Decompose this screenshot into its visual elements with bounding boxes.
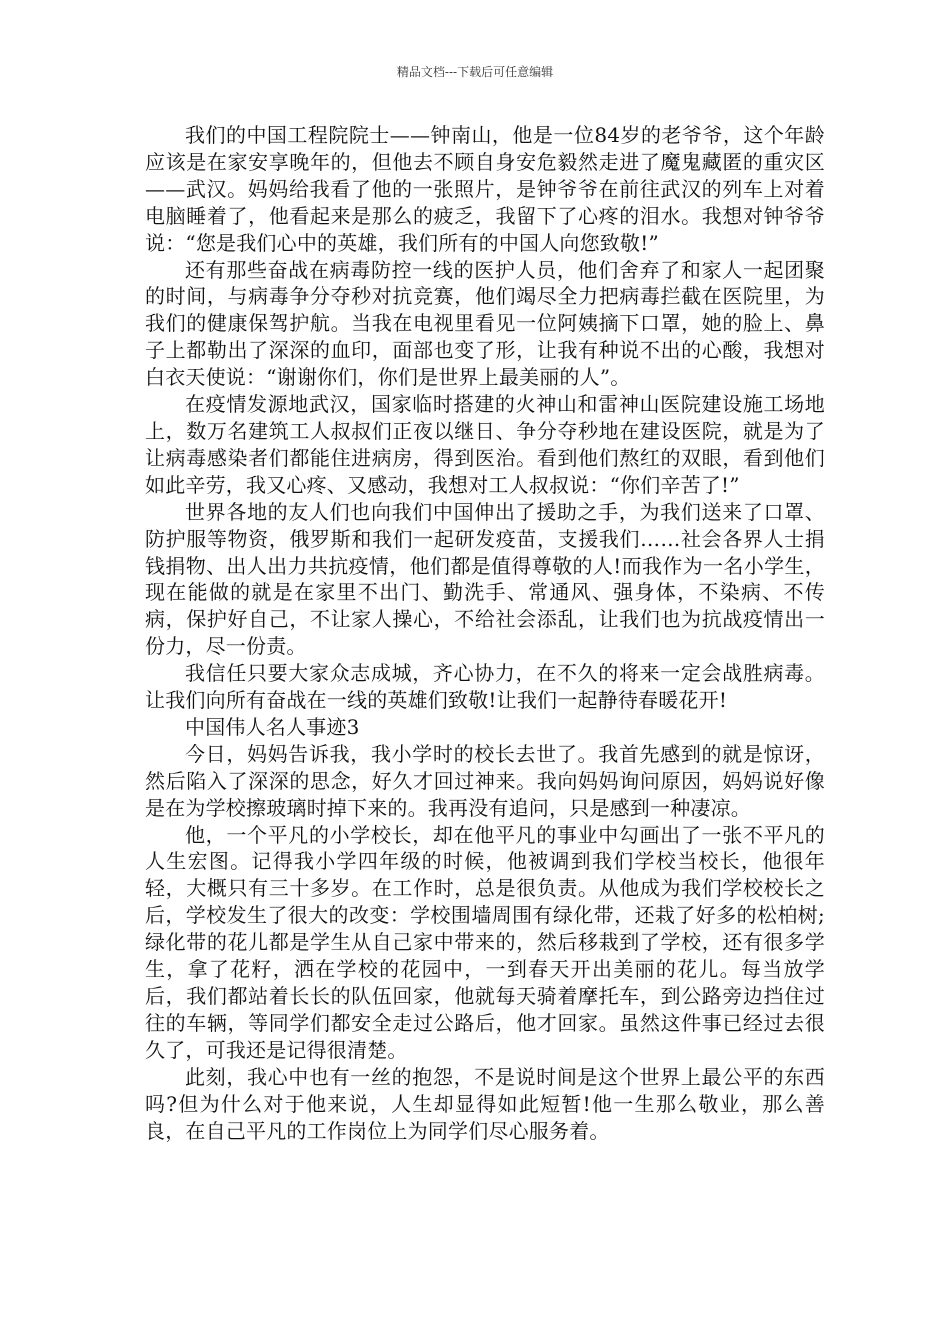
paragraph-zhong-nanshan: 我们的中国工程院院士——钟南山，他是一位84岁的老爷爷，这个年龄应该是在家安享晚年的，但他去不顾自身安危毅然走进了魔鬼藏匿的重灾区——武汉。妈妈给我看了他的一张照片，是钟爷爷在前往武汉的列车上对着电脑睡着了，他看起来是那么的疲乏，我留下了心疼的泪水。我想对钟爷爷说：“您是我们心中的英雄，我们所有的中国人向您致敬!” [145, 123, 825, 255]
paragraph-construction-workers: 在疫情发源地武汉，国家临时搭建的火神山和雷神山医院建设施工场地上，数万名建筑工人叔叔们正夜以继日、争分夺秒地在建设医院，就是为了让病毒感染者们都能住进病房，得到医治。看到他们熬红的双眼，看到他们如此辛劳，我又心疼、又感动，我想对工人叔叔说：“你们辛苦了!” [145, 392, 825, 497]
section-title: 中国伟人名人事迹3 [185, 714, 360, 739]
paragraph-conclusion: 我信任只要大家众志成城，齐心协力，在不久的将来一定会战胜病毒。让我们向所有奋战在一线的英雄们致敬!让我们一起静待春暖花开! [145, 661, 825, 713]
paragraph-principal-news: 今日，妈妈告诉我，我小学时的校长去世了。我首先感到的就是惊讶，然后陷入了深深的思念，好久才回过神来。我向妈妈询问原因，妈妈说好像是在为学校擦玻璃时掉下来的。我再没有追问，只是感到一种凄凉。 [145, 741, 825, 820]
paragraph-principal-story: 他，一个平凡的小学校长，却在他平凡的事业中勾画出了一张不平凡的人生宏图。记得我小学四年级的时候，他被调到我们学校当校长，他很年轻，大概只有三十多岁。在工作时，总是很负责。从他成为我们学校校长之后，学校发生了很大的改变：学校围墙周围有绿化带，还栽了好多的松柏树;绿化带的花儿都是学生从自己家中带来的，然后移栽到了学校，还有很多学生，拿了花籽，洒在学校的花园中，一到春天开出美丽的花儿。每当放学后，我们都站着长长的队伍回家，他就每天骑着摩托车，到公路旁边挡住过往的车辆，等同学们都安全走过公路后，他才回家。虽然这件事已经过去很久了，可我还是记得很清楚。 [145, 822, 825, 1062]
paragraph-medical-staff: 还有那些奋战在病毒防控一线的医护人员，他们舍弃了和家人一起团聚的时间，与病毒争分夺秒对抗竞赛，他们竭尽全力把病毒拦截在医院里，为我们的健康保驾护航。当我在电视里看见一位阿姨摘下口罩，她的脸上、鼻子上都勒出了深深的血印，面部也变了形，让我有种说不出的心酸，我想对白衣天使说：“谢谢你们，你们是世界上最美丽的人”。 [145, 257, 825, 390]
page-header: 精品文档---下载后可任意编辑 [396, 65, 554, 79]
document-body [145, 122, 825, 1144]
paragraph-international-aid: 世界各地的友人们也向我们中国伸出了援助之手，为我们送来了口罩、防护服等物资，俄罗斯和我们一起研发疫苗，支援我们……社会各界人士捐钱捐物、出人出力共抗疫情，他们都是值得尊敬的人!而我作为一名小学生，现在能做的就是在家里不出门、勤洗手、常通风、强身体，不染病、不传病，保护好自己，不让家人操心，不给社会添乱，让我们也为抗战疫情出一份力，尽一份责。 [145, 499, 825, 659]
paragraph-reflection: 此刻，我心中也有一丝的抱怨，不是说时间是这个世界上最公平的东西吗?但为什么对于他来说，人生却显得如此短暂!他一生那么敬业，那么善良，在自己平凡的工作岗位上为同学们尽心服务着。 [145, 1064, 825, 1143]
